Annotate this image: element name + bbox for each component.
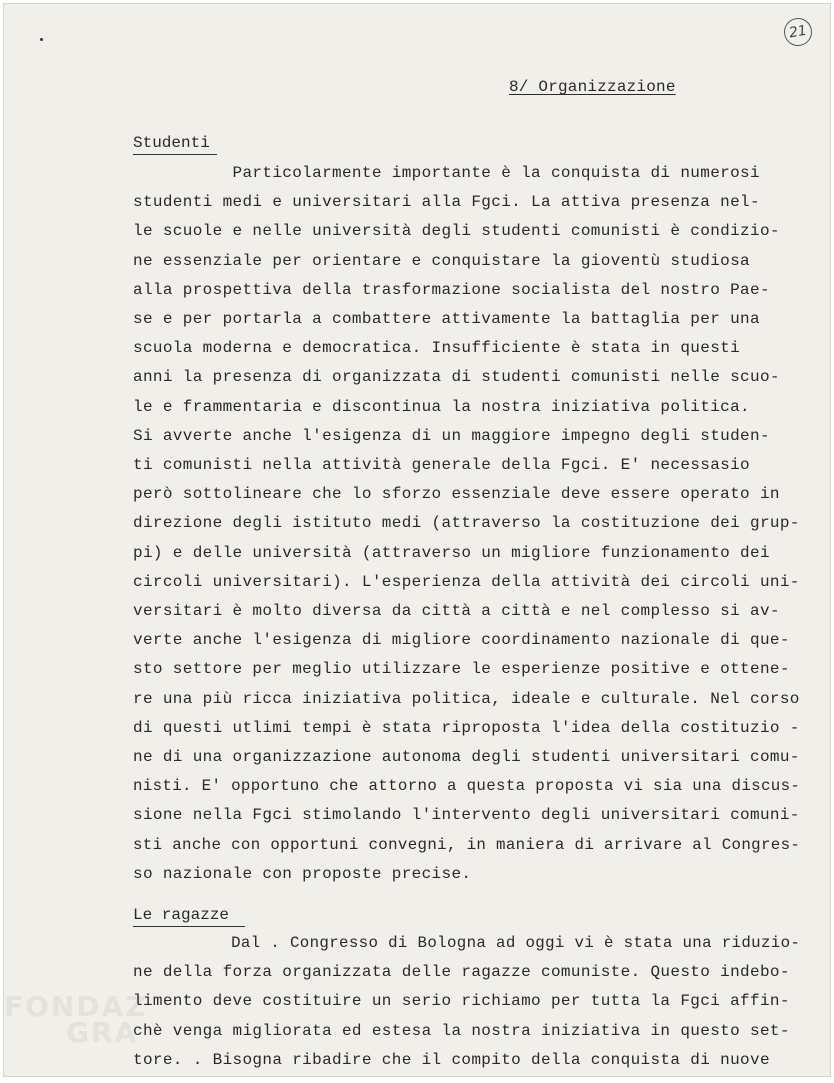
- text-line: se e per portarla a combattere attivamente la battaglia per una: [133, 310, 760, 328]
- text-line: ne essenziale per orientare e conquistare la gioventù studiosa: [133, 251, 750, 270]
- text-line: Dal . Congresso di Bologna ad oggi vi è stata una riduzio-: [133, 934, 801, 952]
- page-number-stamp: 21: [782, 16, 814, 48]
- heading-underline: [133, 154, 217, 155]
- heading-underline: [133, 926, 245, 927]
- text-line: le e frammentaria e discontinua la nostra iniziativa politica.: [133, 397, 750, 416]
- text-line: ne di una organizzazione autonoma degli studenti universitari comu-: [133, 748, 800, 766]
- text-line: di questi utlimi tempi è stata riproposta l'idea della costituzio -: [133, 718, 800, 737]
- watermark-text: GRA: [66, 1016, 139, 1049]
- text-line: alla prospettiva della trasformazione socialista del nostro Pae-: [133, 280, 770, 299]
- text-line: versitari è molto diversa da città a città e nel complesso si av-: [133, 602, 780, 620]
- text-line: tore. . Bisogna ribadire che il compito della conquista di nuove: [133, 1050, 770, 1069]
- text-line: le scuole e nelle università degli studenti comunisti è condizio-: [133, 222, 780, 241]
- text-line: chè venga migliorata ed estesa la nostra iniziativa in questo set-: [133, 1021, 790, 1040]
- text-line: re una più ricca iniziativa politica, ideale e culturale. Nel corso: [133, 689, 800, 708]
- text-line: verte anche l'esigenza di migliore coordinamento nazionale di que-: [133, 631, 790, 650]
- text-line: anni la presenza di organizzata di studenti comunisti nelle scuo-: [133, 368, 780, 387]
- text-line: Particolarmente importante è la conquista di numerosi: [133, 164, 760, 182]
- text-line: scuola moderna e democratica. Insufficiente è stata in questi: [133, 339, 741, 358]
- section-heading: 8/ Organizzazione: [509, 78, 676, 96]
- document-page: [3, 3, 831, 1077]
- text-line: direzione degli istituto medi (attraverso la costituzione dei grup-: [133, 514, 800, 533]
- text-line: studenti medi e universitari alla Fgci. La attiva presenza nel-: [133, 193, 760, 212]
- watermark-text: FONDAZ: [4, 990, 148, 1023]
- text-line: circoli universitari). L'esperienza della attività dei circoli uni-: [133, 572, 800, 591]
- text-line: sto settore per meglio utilizzare le esperienze positive e ottene-: [133, 660, 790, 679]
- text-line: so nazionale con proposte precise.: [133, 864, 472, 883]
- text-line: però sottolineare che lo sforzo essenziale deve essere operato in: [133, 485, 780, 504]
- text-line: limento deve costituire un serio richiamo per tutta la Fgci affin-: [133, 992, 790, 1011]
- subsection-heading: Le ragazze: [133, 906, 230, 924]
- subsection-heading: Studenti: [133, 134, 210, 152]
- text-line: sti anche con opportuni convegni, in maniera di arrivare al Congres-: [133, 835, 801, 854]
- text-line: sione nella Fgci stimolando l'intervento degli universitari comuni-: [133, 806, 800, 825]
- text-line: nisti. E' opportuno che attorno a questa proposta vi sia una discus-: [133, 777, 801, 796]
- ink-dot: [40, 38, 43, 41]
- text-line: ti comunisti nella attività generale della Fgci. E' necessasio: [133, 456, 750, 474]
- text-line: pi) e delle università (attraverso un migliore funzionamento dei: [133, 543, 770, 562]
- text-line: Si avverte anche l'esigenza di un maggiore impegno degli studen-: [133, 426, 770, 445]
- text-line: ne della forza organizzata delle ragazze comuniste. Questo indebo-: [133, 963, 790, 982]
